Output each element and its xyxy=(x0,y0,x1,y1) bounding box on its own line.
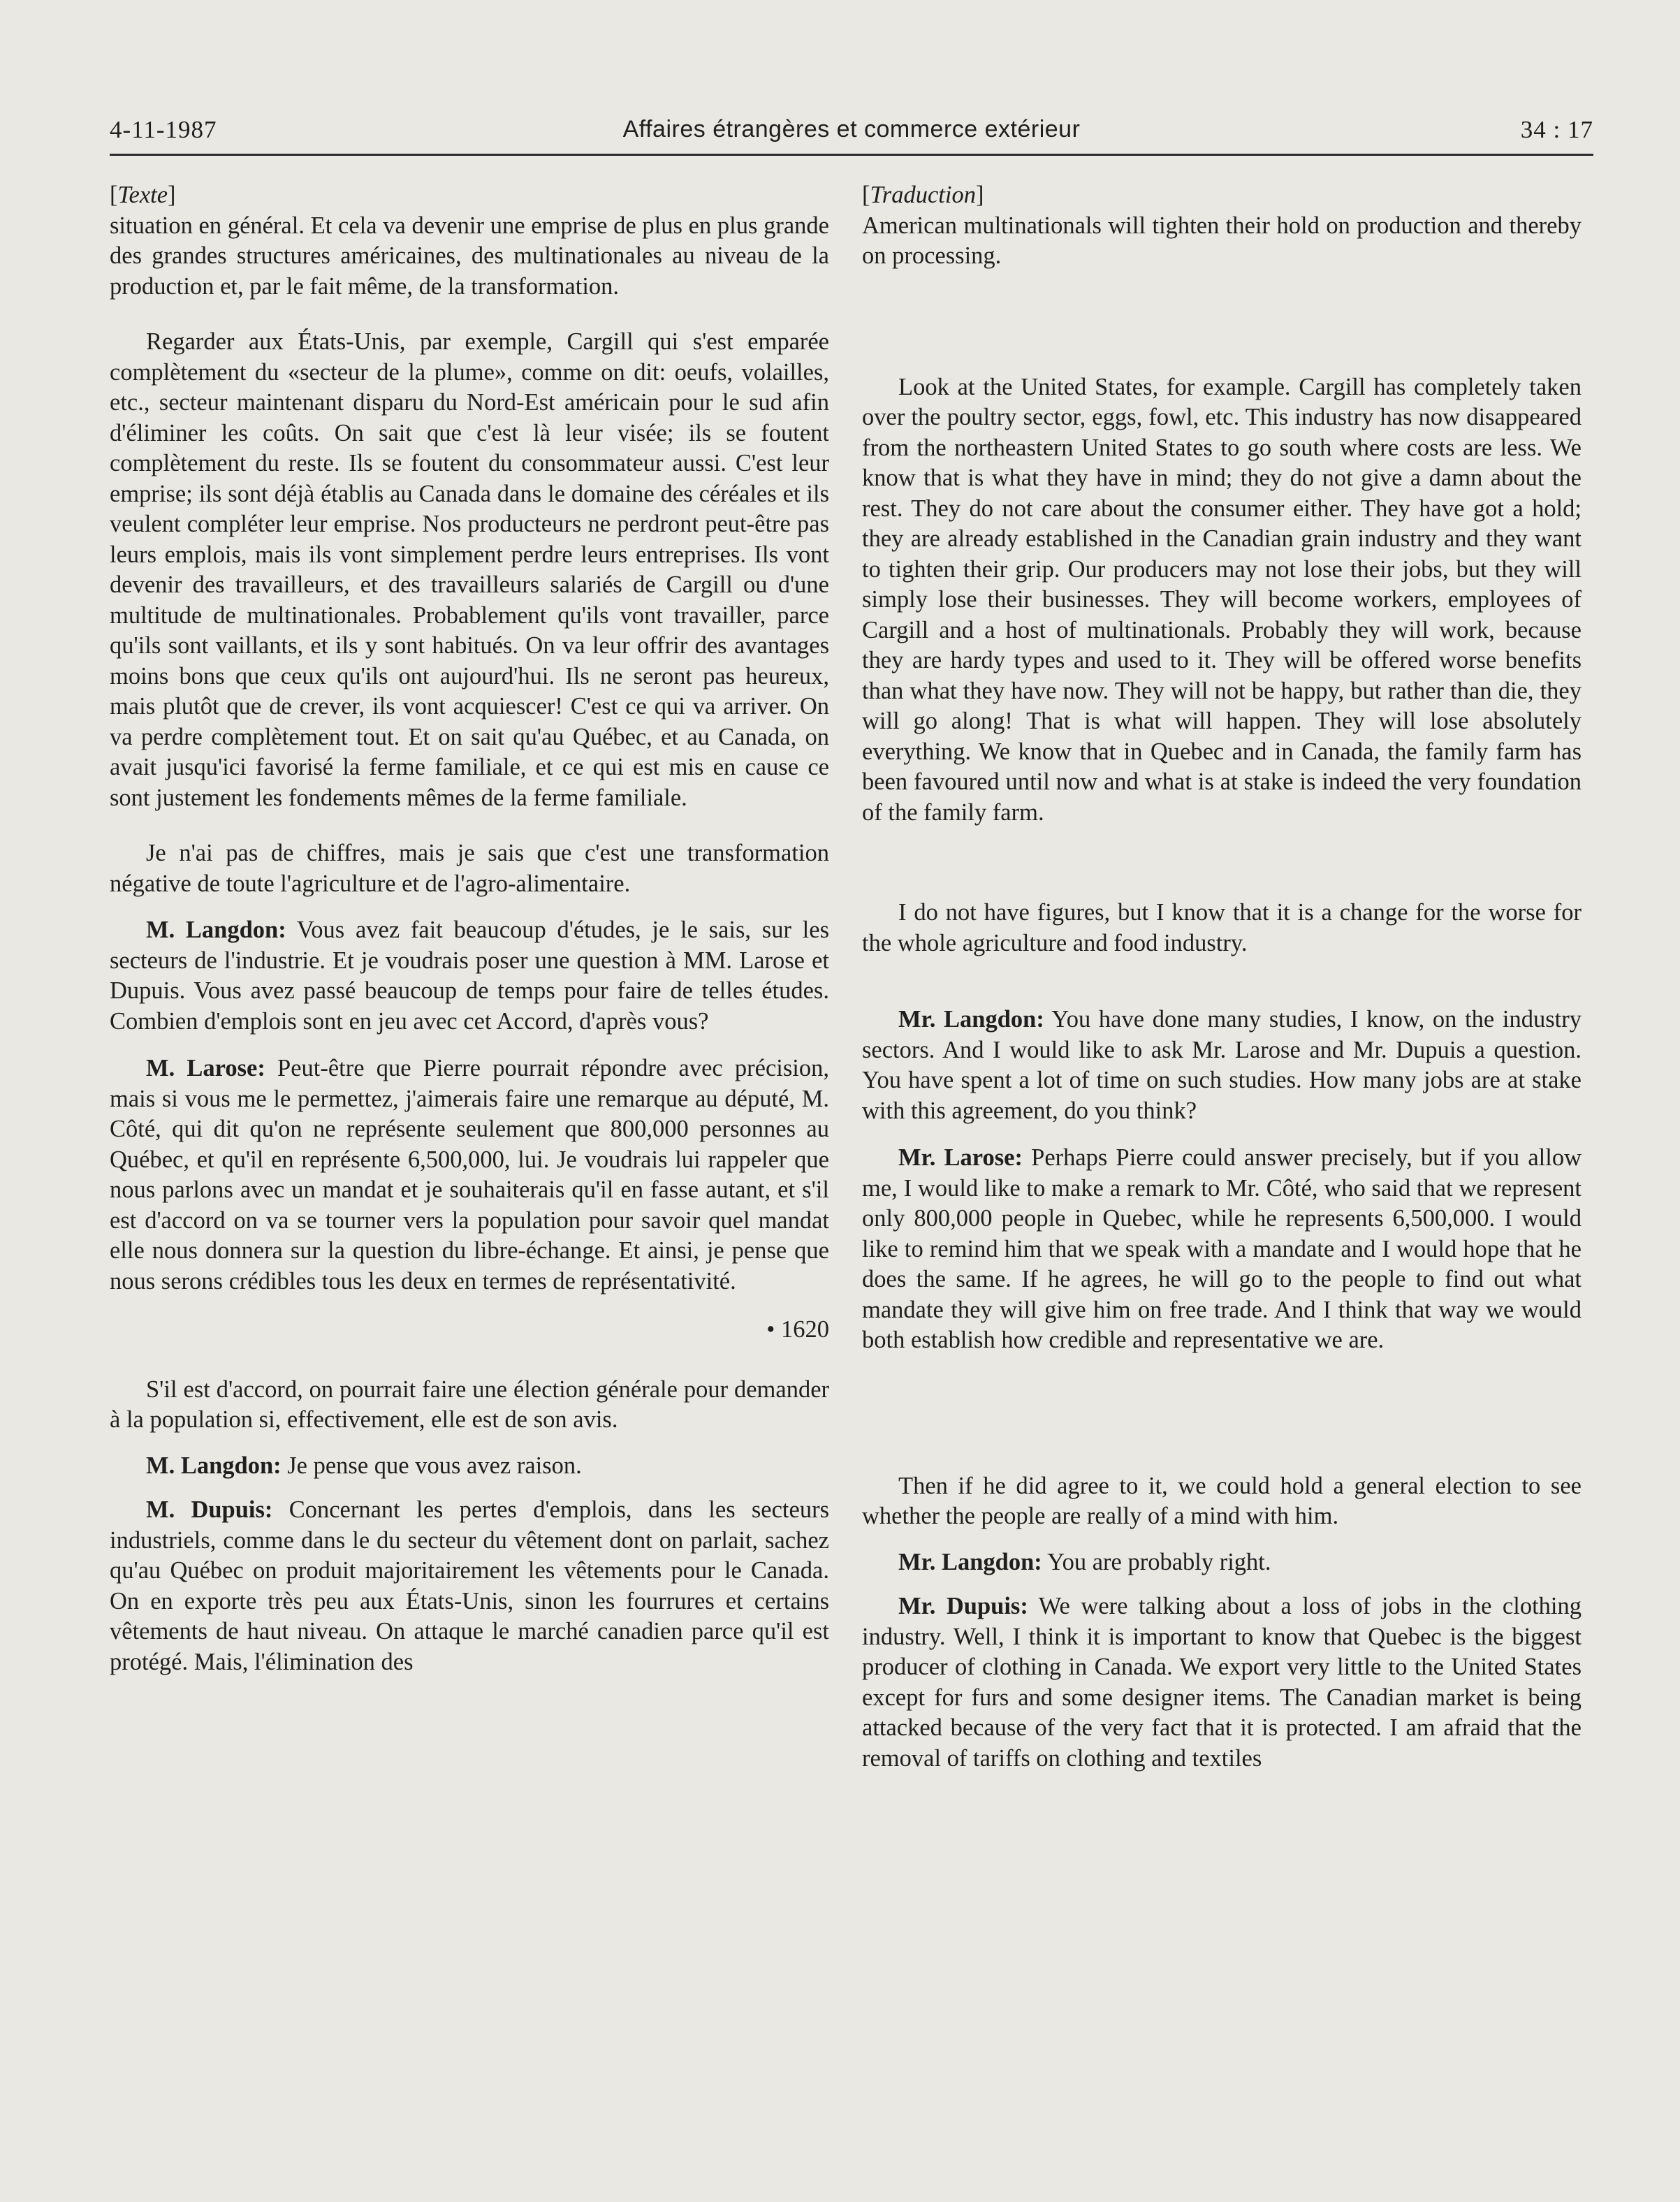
speaker-name: M. Langdon: xyxy=(146,1452,282,1479)
speech-text: Perhaps Pierre could answer precisely, but if you allow me, I would like to make a remark to Mr. Côté, who said that we represent only 800,000 people in Quebec, while he represents 6,500,000. I would like to remind him that we speak with a mandate and I would hope that he does the same. If he agrees, he will go to the people to find out what mandate they will give him on free trade. And I think that way we would both establish how credible and representative we are. xyxy=(862,1144,1582,1353)
page-header xyxy=(110,112,1593,156)
speaker-name: Mr. Langdon: xyxy=(898,1548,1042,1575)
speaker-name: M. Dupuis: xyxy=(146,1496,273,1523)
texte-label: [Texte] xyxy=(110,182,176,208)
speech-text: You are probably right. xyxy=(1042,1548,1271,1575)
en-paragraph-7 xyxy=(862,1547,1582,1578)
speech-text: Concernant les pertes d'emplois, dans les secteurs industriels, comme dans le du secteur du vêtement dont on parlait, sachez qu'au Québec on produit majoritairement les vêtements pour le Canada. On en exporte très peu aux États-Unis, sinon les fourrures et certains vêtements de haut niveau. On attaque le marché canadien parce qu'il est protégé. Mais, l'élimination des xyxy=(110,1496,829,1675)
fr-paragraph-6: S'il est d'accord, on pourrait faire une élection générale pour demander à la population si, effectivement, elle est de son avis. xyxy=(110,1376,829,1433)
speech-text: We were talking about a loss of jobs in the clothing industry. Well, I think it is important to know that Quebec is the biggest producer of clothing in Canada. We export very little to the United States except for furs and some designer items. The Canadian market is being attacked because of the very fact that it is protected. I am afraid that the removal of tariffs on clothing and textiles xyxy=(862,1593,1582,1772)
speech-text: You have done many studies, I know, on the industry sectors. And I would like to ask Mr. Larose and Mr. Dupuis a question. You have spent a lot of time on such studies. How many jobs are at stake with this agreement, do you think? xyxy=(862,1006,1582,1124)
en-paragraph-5 xyxy=(862,1143,1582,1356)
en-paragraph-6: Then if he did agree to it, we could hold a general election to see whether the people are really of a mind with him. xyxy=(862,1472,1582,1529)
en-paragraph-3: I do not have figures, but I know that it is a change for the worse for the whole agriculture and food industry. xyxy=(862,899,1582,956)
speech-text: Peut-être que Pierre pourrait répondre avec précision, mais si vous me le permettez, j'aimerais faire une remarque au député, M. Côté, qui dit qu'on ne représente seulement que 800,000 personnes au Québec, et qu'il en représente 6,500,000, lui. Je voudrais lui rappeler que nous parlons avec un mandat et je souhaiterais qu'il en fasse autant, et s'il est d'accord on va se tourner vers la population pour savoir quel mandat elle nous donnera sur la question du libre-échange. Et ainsi, je pense que nous serons crédibles tous les deux en termes de représentativité. xyxy=(110,1055,829,1295)
header-title: Affaires étrangères et commerce extérieur xyxy=(622,116,1081,143)
speaker-name: M. Langdon: xyxy=(146,917,286,943)
fr-paragraph-1: situation en général. Et cela va devenir une emprise de plus en plus grande des grandes structures américaines, des multinationales au niveau de la production et, par le fait même, de la transformation. xyxy=(110,212,829,300)
traduction-label-text: Traduction xyxy=(870,182,976,208)
fr-paragraph-8 xyxy=(110,1495,829,1677)
en-paragraph-8 xyxy=(862,1591,1582,1774)
traduction-label: [Traduction] xyxy=(862,182,984,208)
header-date: 4-11-1987 xyxy=(110,116,217,143)
fr-paragraph-3: Je n'ai pas de chiffres, mais je sais que c'est une transformation négative de toute l'agriculture et de l'agro-alimentaire. xyxy=(110,840,829,897)
en-paragraph-4 xyxy=(862,1005,1582,1126)
en-paragraph-1: American multinationals will tighten their hold on production and thereby on processing. xyxy=(862,212,1582,269)
french-column xyxy=(110,180,829,1677)
fr-paragraph-7 xyxy=(110,1451,829,1482)
english-column xyxy=(862,180,1582,1774)
speech-text: Je pense que vous avez raison. xyxy=(281,1452,582,1479)
fr-paragraph-2: Regarder aux États-Unis, par exemple, Cargill qui s'est emparée complètement du «secteur de la plume», comme on dit: oeufs, volailles, etc., secteur maintenant disparu du Nord-Est américain pour le sud afin d'éliminer les coûts. On sait que c'est là leur visée; ils se foutent complètement du reste. Ils se foutent du consommateur aussi. C'est leur emprise; ils sont déjà établis au Canada dans le domaine des céréales et ils veulent compléter leur emprise. Nos producteurs ne perdront peut-être pas leurs emplois, mais ils vont simplement perdre leurs entreprises. Ils vont devenir des travailleurs, et des travailleurs salariés de Cargill ou d'une multitude de multinationales. Probablement qu'ils vont travailler, parce qu'ils sont vaillants, et ils y sont habitués. On va leur offrir des avantages moins bons que ceux qu'ils ont aujourd'hui. Ils ne seront pas heureux, mais plutôt que de crever, ils vont acquiescer! C'est ce qui va arriver. On va perdre complètement tout. Et on sait qu'au Québec, et au Canada, on avait jusqu'ici favorisé la ferme familiale, et ce qui est mis en cause ce sont justement les fondements mêmes de la ferme familiale. xyxy=(110,328,829,811)
texte-label-text: Texte xyxy=(117,182,168,208)
fr-paragraph-5 xyxy=(110,1053,829,1297)
speaker-name: M. Larose: xyxy=(146,1055,265,1081)
time-marker: • 1620 xyxy=(766,1316,829,1343)
speech-text: Vous avez fait beaucoup d'études, je le sais, sur les secteurs de l'industrie. Et je voudrais poser une question à MM. Larose et Dupuis. Vous avez passé beaucoup de temps pour faire de telles études. Combien d'emplois sont en jeu avec cet Accord, d'après vous? xyxy=(110,917,829,1035)
speaker-name: Mr. Dupuis: xyxy=(898,1593,1028,1619)
en-paragraph-2: Look at the United States, for example. Cargill has completely taken over the poultry sector, eggs, fowl, etc. This industry has now disappeared from the northeastern United States to go south where costs are less. We know that is what they have in mind; they do not give a damn about the rest. They do not care about the consumer either. They have got a hold; they are already established in the Canadian grain industry and they want to tighten their grip. Our producers may not lose their jobs, but they will simply lose their businesses. They will become workers, employees of Cargill and a host of multinationals. Probably they will work, because they are hardy types and used to it. They will be offered worse benefits than what they have now. They will not be happy, but rather than die, they will go along! That is what will happen. They will lose absolutely everything. We know that in Quebec and in Canada, the family farm has been favoured until now and what is at stake is indeed the very foundation of the family farm. xyxy=(862,373,1582,826)
speaker-name: Mr. Larose: xyxy=(898,1144,1023,1171)
speaker-name: Mr. Langdon: xyxy=(898,1006,1044,1033)
header-page-number: 34 : 17 xyxy=(1520,116,1593,143)
fr-paragraph-4 xyxy=(110,915,829,1037)
